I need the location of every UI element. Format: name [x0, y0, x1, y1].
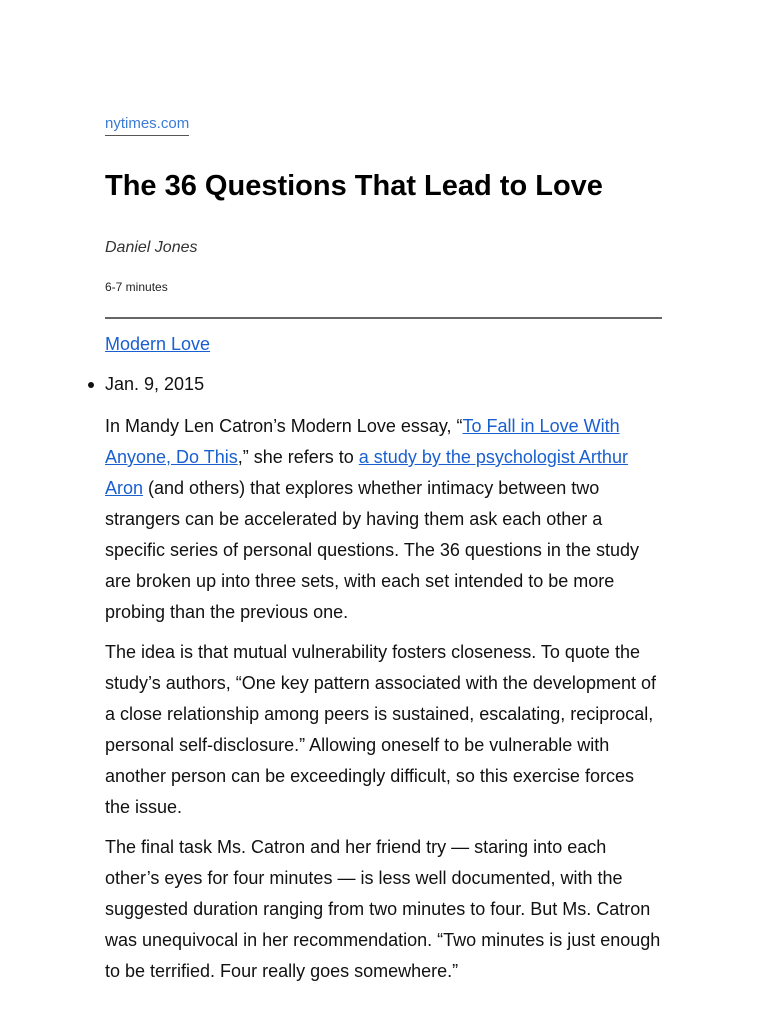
- author-byline: Daniel Jones: [105, 239, 198, 256]
- publish-date: [105, 374, 204, 395]
- article-title: The 36 Questions That Lead to Love: [105, 170, 603, 202]
- study-link[interactable]: a study by the psychologist Arthur Aron: [105, 447, 628, 498]
- paragraph: The final task Ms. Catron and her friend try — staring into each other’s eyes for four minutes — is less well documented, with the suggested duration ranging from two minutes to four. But Ms. Catron was unequivocal in her recommendation. “Two minutes is just enough to be terrified. Four really goes somewhere.”: [105, 837, 661, 981]
- bullet-icon: [88, 382, 94, 388]
- essay-link[interactable]: To Fall in Love With Anyone, Do This: [105, 416, 620, 467]
- text: ,” she refers to: [237, 447, 359, 467]
- text: (and others) that explores whether intimacy between two strangers can be accelerated by having them ask each other a specific series of personal questions. The 36 questions in the study are broken up into three sets, with each set intended to be more probing than the previous one.: [105, 478, 639, 622]
- divider: [105, 317, 662, 319]
- paragraph: The idea is that mutual vulnerability fosters closeness. To quote the study’s authors, “One key pattern associated with the development of a close relationship among peers is sustained, escalating, reciprocal, personal self-disclosure.” Allowing oneself to be vulnerable with another person can be exceedingly difficult, so this exercise forces the issue.: [105, 642, 656, 817]
- section-link-modern-love[interactable]: Modern Love: [105, 334, 211, 354]
- text: In Mandy Len Catron’s Modern Love essay, “: [105, 416, 463, 436]
- paragraph: [105, 411, 662, 628]
- date-text: Jan. 9, 2015: [105, 374, 205, 394]
- article-body: [105, 411, 662, 996]
- read-time: 6-7 minutes: [105, 280, 168, 294]
- source-site-link[interactable]: nytimes.com: [105, 115, 189, 136]
